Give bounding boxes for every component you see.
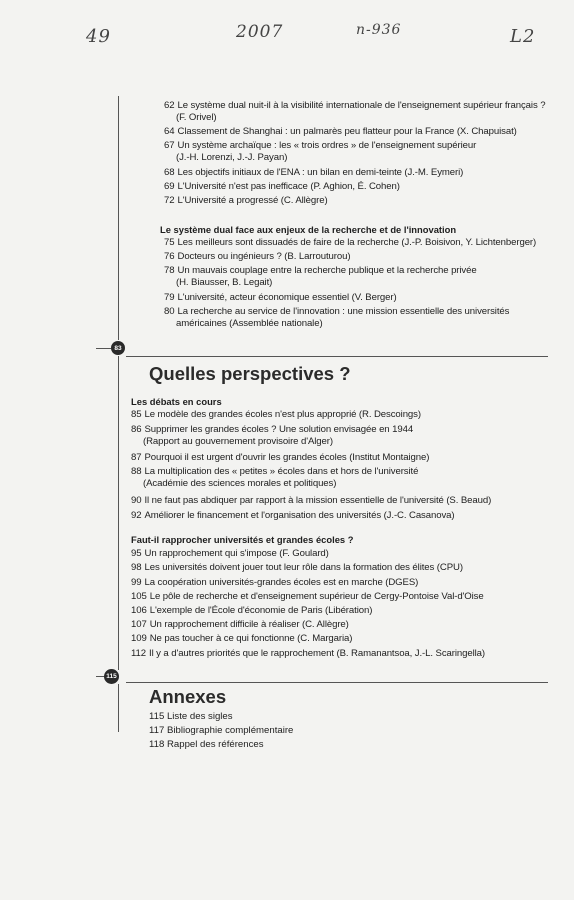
- entry-continuation: (J.-H. Lorenzi, J.-J. Payan): [176, 152, 288, 164]
- toc-entry: [149, 725, 293, 737]
- entry-text: Ne pas toucher à ce qui fonctionne (C. Margaria): [149, 633, 353, 644]
- section-divider: [126, 356, 548, 357]
- entry-text: Supprimer les grandes écoles ? Une solution envisagée en 1944: [144, 424, 414, 435]
- toc-entry: [131, 633, 531, 645]
- toc-entry: [164, 251, 564, 263]
- entry-text: Classement de Shanghai : un palmarès peu flatteur pour la France (X. Chapuisat): [177, 126, 517, 137]
- handwritten-note-2: 2007: [236, 22, 284, 42]
- page-number: 115: [149, 711, 165, 722]
- handwritten-note-3: n-936: [356, 22, 402, 38]
- page-number: 117: [149, 725, 165, 736]
- toc-entry: [164, 306, 564, 331]
- entry-text: Il y a d'autres priorités que le rapprochement (B. Ramanantsoa, J.-L. Scaringella): [149, 648, 485, 659]
- subsection-heading: Les débats en cours: [131, 396, 222, 407]
- page-number: 109: [131, 633, 147, 644]
- toc-entry: [164, 292, 564, 304]
- toc-entry: [131, 577, 531, 589]
- toc-entry: [164, 265, 564, 290]
- page-marker-83: 83: [111, 341, 125, 355]
- toc-entry: [164, 237, 564, 249]
- entry-text: Le pôle de recherche et d'enseignement supérieur de Cergy-Pontoise Val-d'Oise: [149, 591, 484, 602]
- toc-entry: [131, 424, 531, 449]
- toc-entry: [131, 495, 531, 507]
- entry-text: Bibliographie complémentaire: [166, 725, 294, 736]
- toc-entry: [131, 562, 531, 574]
- page-number: 78: [164, 265, 175, 276]
- entry-text: Améliorer le financement et l'organisation des universités (J.-C. Casanova): [144, 510, 455, 521]
- toc-entry: [131, 648, 531, 660]
- page-number: 67: [164, 140, 175, 151]
- left-rule: [118, 684, 119, 732]
- entry-text: Un rapprochement qui s'impose (F. Goulard): [144, 548, 329, 559]
- page-number: 64: [164, 126, 175, 137]
- entry-continuation: (H. Biausser, B. Legait): [176, 277, 273, 289]
- entry-text: Les objectifs initiaux de l'ENA : un bilan en demi-teinte (J.-M. Eymeri): [177, 167, 464, 178]
- entry-text: Pourquoi il est urgent d'ouvrir les grandes écoles (Institut Montaigne): [144, 452, 430, 463]
- entry-text: Un rapprochement difficile à réaliser (C. Allègre): [149, 619, 349, 630]
- page-number: 79: [164, 292, 175, 303]
- entry-text: Le système dual nuit-il à la visibilité internationale de l'enseignement supérieur français ?: [177, 100, 546, 111]
- entry-text: L'université, acteur économique essentiel (V. Berger): [177, 292, 397, 303]
- subsection-heading: Faut-il rapprocher universités et grandes écoles ?: [131, 534, 354, 545]
- entry-text: L'exemple de l'École d'économie de Paris (Libération): [149, 605, 373, 616]
- page-number: 106: [131, 605, 147, 616]
- page-number: 76: [164, 251, 175, 262]
- entry-continuation: américaines (Assemblée nationale): [176, 318, 323, 330]
- page-number: 86: [131, 424, 142, 435]
- page-number: 80: [164, 306, 175, 317]
- page-number: 88: [131, 466, 142, 477]
- entry-text: Le modèle des grandes écoles n'est plus approprié (R. Descoings): [144, 409, 421, 420]
- toc-entry: [164, 140, 564, 165]
- toc-entry: [164, 195, 564, 207]
- page-number: 112: [131, 648, 146, 659]
- toc-entry: [131, 619, 531, 631]
- entry-text: Les universités doivent jouer tout leur rôle dans la formation des élites (CPU): [144, 562, 463, 573]
- toc-entry: [131, 548, 531, 560]
- page-number: 107: [131, 619, 147, 630]
- page-number: 69: [164, 181, 175, 192]
- subsection-heading: Le système dual face aux enjeux de la recherche et de l'innovation: [160, 224, 457, 235]
- page-number: 90: [131, 495, 142, 506]
- entry-text: L'Université n'est pas inefficace (P. Aghion, É. Cohen): [177, 181, 400, 192]
- entry-text: Un mauvais couplage entre la recherche publique et la recherche privée: [177, 265, 477, 276]
- page-number: 75: [164, 237, 175, 248]
- entry-continuation: (Académie des sciences morales et politiques): [143, 478, 337, 490]
- entry-text: Rappel des références: [166, 739, 264, 750]
- handwritten-note-4: L2: [510, 26, 536, 47]
- page-number: 105: [131, 591, 147, 602]
- entry-text: La coopération universités-grandes écoles est en marche (DGES): [144, 577, 419, 588]
- toc-entry: [164, 126, 564, 138]
- page-number: 62: [164, 100, 175, 111]
- entry-text: La multiplication des « petites » écoles dans et hors de l'université: [144, 466, 419, 477]
- page-number: 118: [149, 739, 165, 750]
- toc-entry: [131, 409, 531, 421]
- toc-entry: [131, 591, 531, 603]
- entry-text: La recherche au service de l'innovation : une mission essentielle des universités: [177, 306, 510, 317]
- toc-entry: [131, 466, 531, 491]
- entry-continuation: (Rapport au gouvernement provisoire d'Alger): [143, 436, 333, 448]
- section-title: Annexes: [149, 686, 227, 707]
- page-number: 98: [131, 562, 142, 573]
- entry-text: Les meilleurs sont dissuadés de faire de la recherche (J.-P. Boisivon, Y. Lichtenberger): [177, 237, 537, 248]
- left-rule: [118, 96, 119, 340]
- toc-entry: [131, 605, 531, 617]
- entry-continuation: (F. Orivel): [176, 112, 217, 124]
- page-number: 68: [164, 167, 175, 178]
- page-marker-115: 115: [104, 669, 119, 684]
- toc-entry: [131, 452, 531, 464]
- page-number: 95: [131, 548, 142, 559]
- handwritten-note-1: 49: [86, 26, 111, 47]
- toc-entry: [164, 100, 564, 125]
- toc-entry: [131, 510, 531, 522]
- section-title: Quelles perspectives ?: [149, 363, 351, 384]
- section-divider: [126, 682, 548, 683]
- entry-text: Il ne faut pas abdiquer par rapport à la mission essentielle de l'université (S. Beaud): [144, 495, 492, 506]
- toc-entry: [164, 181, 564, 193]
- page-number: 85: [131, 409, 142, 420]
- left-rule: [118, 356, 119, 670]
- section-divider: [96, 348, 111, 349]
- toc-entry: [164, 167, 564, 179]
- entry-text: L'Université a progressé (C. Allègre): [177, 195, 328, 206]
- toc-entry: [149, 711, 233, 723]
- page-number: 72: [164, 195, 175, 206]
- page-number: 99: [131, 577, 142, 588]
- page-number: 92: [131, 510, 142, 521]
- page-number: 87: [131, 452, 142, 463]
- entry-text: Docteurs ou ingénieurs ? (B. Larrouturou): [177, 251, 351, 262]
- entry-text: Un système archaïque : les « trois ordres » de l'enseignement supérieur: [177, 140, 477, 151]
- entry-text: Liste des sigles: [166, 711, 233, 722]
- toc-entry: [149, 739, 264, 751]
